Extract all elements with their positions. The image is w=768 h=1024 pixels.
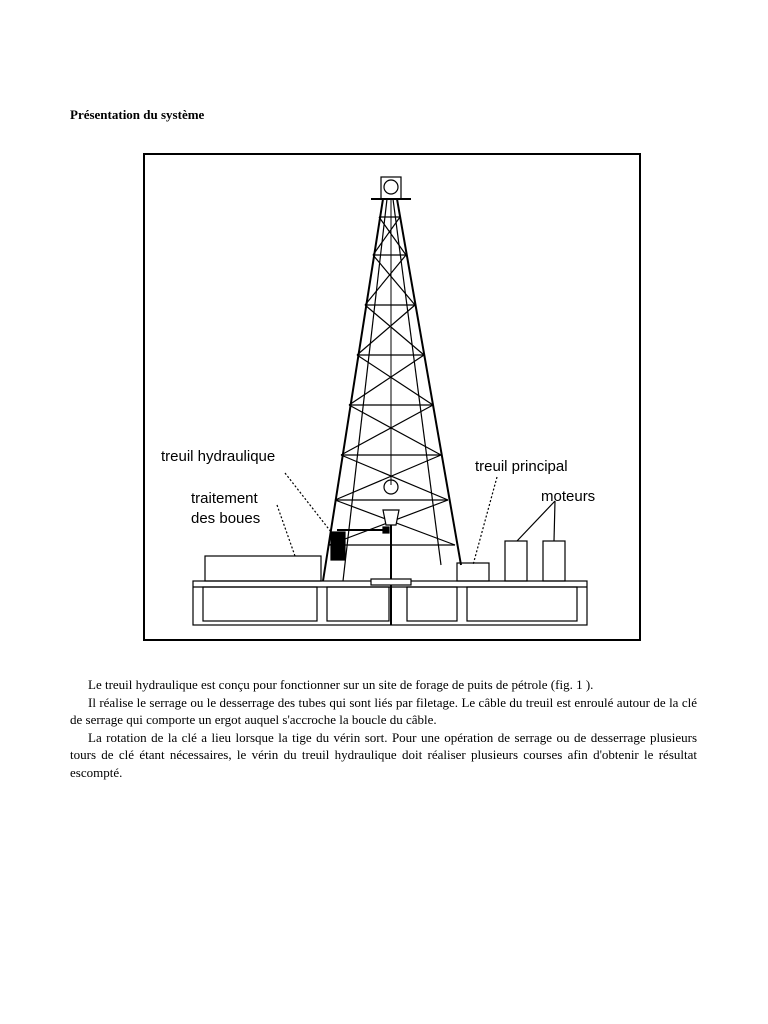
hydraulic-winch [331,532,345,560]
label-moteurs: moteurs [541,488,596,505]
paragraph-2: Il réalise le serrage ou le desserrage des tubes qui sont liés par filetage. Le câble du treuil est enroulé autour de la clé de serrage qui comporte un ergot auquel s'accroche la boucle du câble. [70,694,697,727]
derrick-right-leg [397,199,461,565]
drilling-rig-illustration [145,155,639,639]
motor-1 [505,541,527,581]
motor-2 [543,541,565,581]
label-treuil-principal: treuil principal [475,458,568,475]
section-heading: Présentation du système [70,107,205,122]
body-text [70,676,697,781]
mud-treatment-tank [205,556,321,581]
label-traitement-line2: des boues [191,510,261,527]
paragraph-1: Le treuil hydraulique est conçu pour fonctionner sur un site de forage de puits de pétrole (fig. 1 ). [88,677,594,692]
main-winch [457,563,489,581]
drilling-rig-figure [143,153,641,641]
paragraph-3: La rotation de la clé a lieu lorsque la tige du vérin sort. Pour une opération de serrage ou de desserrage plusieurs tours de clé étant nécessaires, le vérin du treuil hydraulique doit réaliser plusieurs courses afin d'obtenir le résultat escompté. [70,729,697,780]
label-treuil-hydraulique: treuil hydraulique [161,448,276,465]
label-traitement-line1: traitement [191,490,258,507]
